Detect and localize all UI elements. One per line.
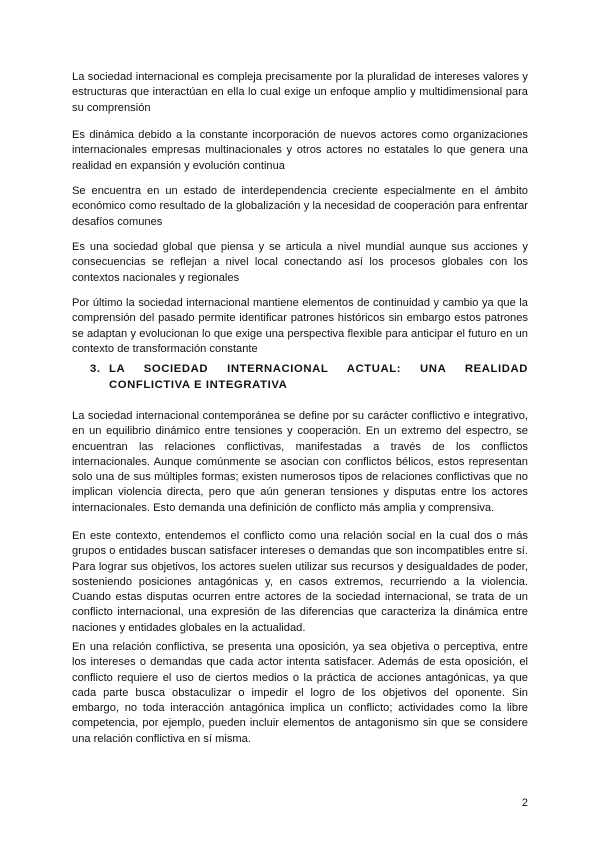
paragraph-dynamism: Es dinámica debido a la constante incorporación de nuevos actores como organizaciones internacionales empresas multinacionales y otros actores no estatales lo que genera una realidad en expansión y evolución continua bbox=[72, 129, 528, 172]
paragraph-interdependence: Se encuentra en un estado de interdependencia creciente especialmente en el ámbito económico como resultado de la globalización y la necesidad de cooperación para enfrentar desafíos comunes bbox=[72, 185, 528, 228]
page-number: 2 bbox=[521, 797, 528, 809]
paragraph-conflict-relation: En una relación conflictiva, se presenta una oposición, ya sea objetiva o perceptiva, entre los intereses o demandas que cada actor intenta satisfacer. Además de esta oposición, el conflicto requiere el uso de ciertos medios o la práctica de acciones antagónicas, ya que cada parte busca obstaculizar o impedir el logro de los objetivos del oponente. Sin embargo, no toda interacción antagónica implica un conflicto; actividades como la libre competencia, por ejemplo, pueden incluir elementos de antagonismo sin que se considere una relación conflictiva en sí misma. bbox=[72, 641, 528, 745]
paragraph-global-society: Es una sociedad global que piensa y se articula a nivel mundial aunque sus acciones y consecuencias se reflejan a nivel local conectando así los procesos globales con los contextos nacionales y regionales bbox=[72, 241, 528, 284]
paragraph-conflict-integration: La sociedad internacional contemporánea se define por su carácter conflictivo e integrativo, en un equilibrio dinámico entre tensiones y cooperación. En un extremo del espectro, se encuentran las relaciones conflictivas, manifestadas a través de los conflictos internacionales. Aunque comúnmente se asocian con conflictos bélicos, estos representan solo una de sus múltiples formas; existen numerosos tipos de relaciones conflictivas que no implican violencia directa, pero que aún generan tensiones y disputas entre los actores internacionales. Esto demanda una definición de conflicto más amplia y comprensiva. bbox=[72, 410, 528, 514]
paragraph-complexity: La sociedad internacional es compleja precisamente por la pluralidad de intereses valores y estructuras que interactúan en ella lo cual exige un enfoque amplio y multidimensional para su comprensión bbox=[72, 71, 528, 114]
section-title: LA SOCIEDAD INTERNACIONAL ACTUAL: UNA REALIDAD CONFLICTIVA E INTEGRATIVA bbox=[109, 363, 528, 391]
paragraph-conflict-definition: En este contexto, entendemos el conflicto como una relación social en la cual dos o más grupos o entidades buscan satisfacer intereses o demandas que son incompatibles entre sí. Para lograr sus objetivos, los actores suelen utilizar sus recursos y desigualdades de poder, sosteniendo posiciones antagónicas y, en casos extremos, recurriendo a la violencia. Cuando estas disputas ocurren entre actores de la sociedad internacional, se trata de un conflicto internacional, una expresión de las diferencias que caracteriza la dinámica entre naciones y entidades globales en la actualidad. bbox=[72, 530, 528, 634]
section-heading bbox=[90, 362, 528, 393]
section-number: 3. bbox=[90, 363, 101, 375]
paragraph-continuity-change: Por último la sociedad internacional mantiene elementos de continuidad y cambio ya que la comprensión del pasado permite identificar patrones históricos sin embargo estos patrones se adaptan y evolucionan lo que exige una perspectiva flexible para anticipar el futuro en un contexto de transformación constante bbox=[72, 297, 528, 355]
